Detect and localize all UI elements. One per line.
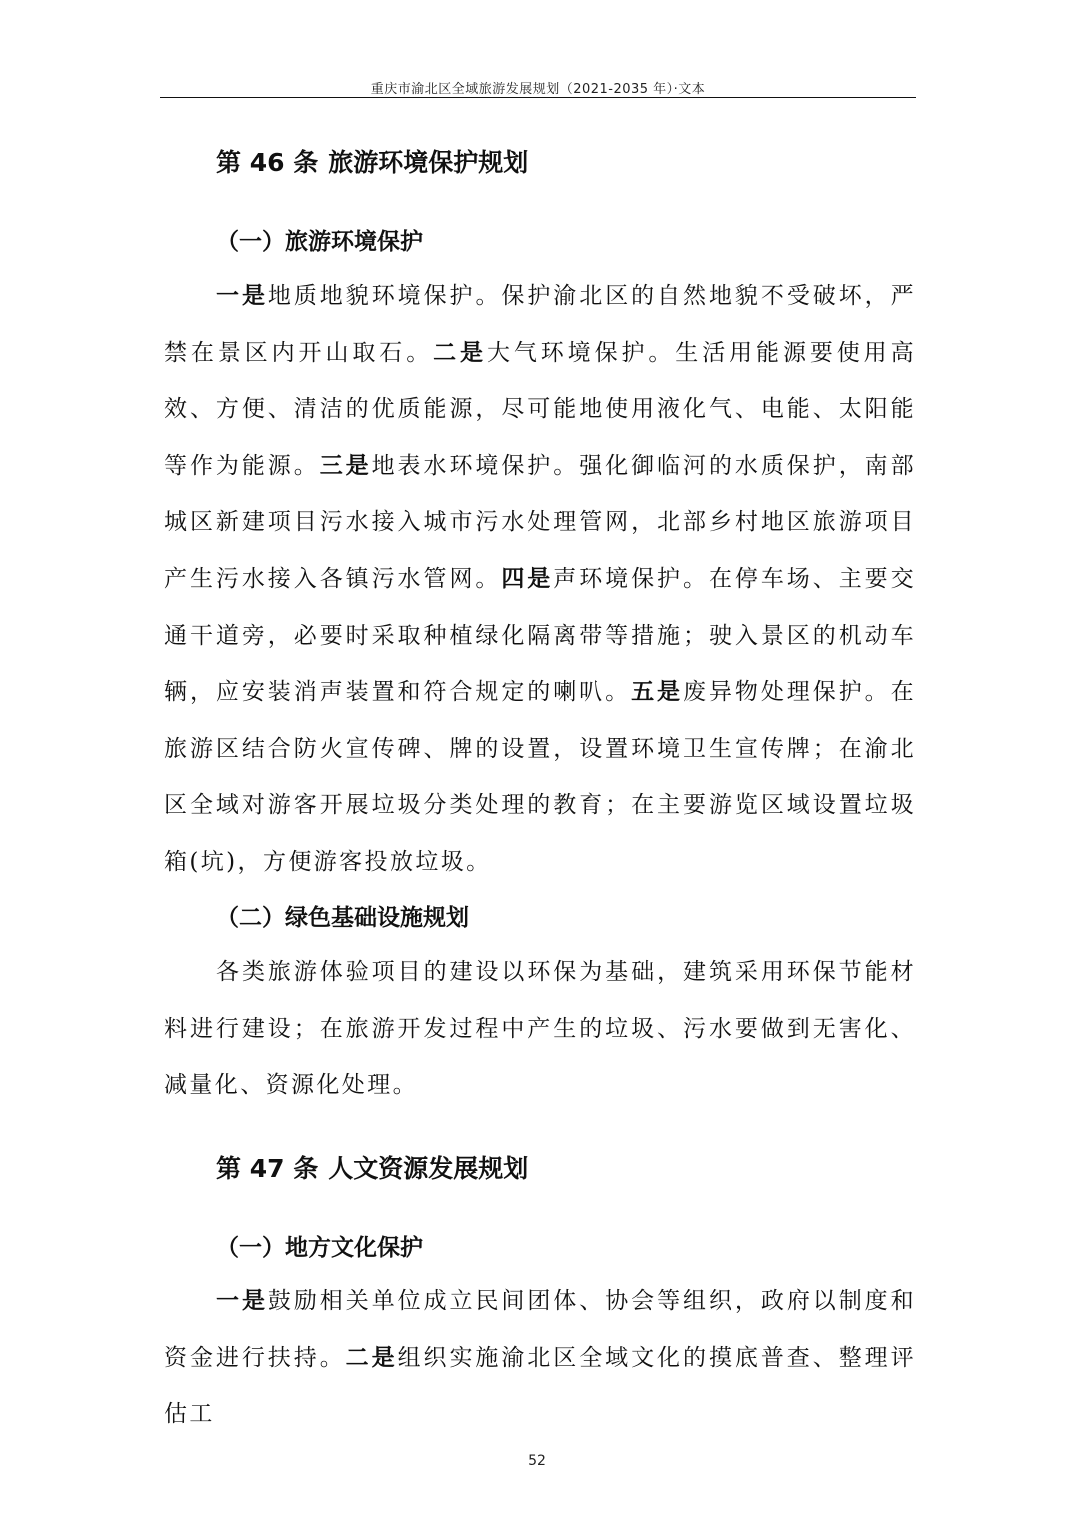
point-2-text: 大气环境保护。生活用能源要使用高效、方便、清洁的优质能源，尽可能地使用液化气、电能、太阳能等作为能源。 [164, 339, 916, 479]
point-3-text: 地表水环境保护。强化御临河的水质保护，南部城区新建项目污水接入城市污水处理管网，北部乡村地区旅游项目产生污水接入各镇污水管网。 [164, 452, 916, 592]
point-1-text: 鼓励相关单位成立民间团体、协会等组织，政府以制度和资金进行扶持。 [164, 1288, 917, 1371]
article-46-heading [216, 143, 528, 179]
page-number: 52 [528, 1453, 546, 1469]
article-47-heading [216, 1149, 528, 1185]
article-46-section-2-paragraph: 各类旅游体验项目的建设以环保为基础，建筑采用环保节能材料进行建设；在旅游开发过程中产生的垃圾、污水要做到无害化、减量化、资源化处理。 [164, 959, 916, 1099]
article-47-number: 第 47 条 [216, 1154, 319, 1183]
point-1-label: 一是 [216, 1288, 268, 1314]
point-2-text: 组织实施渝北区全域文化的摸底普查、整理评估工 [164, 1344, 916, 1428]
article-46-section-1-heading: （一）旅游环境保护 [216, 229, 423, 255]
point-1-label: 一是 [216, 283, 268, 309]
point-4-label: 四是 [501, 565, 554, 592]
article-46-number: 第 46 条 [216, 148, 319, 177]
article-47-section-1-heading: （一）地方文化保护 [216, 1235, 423, 1261]
point-2-label: 二是 [433, 339, 487, 366]
point-5-label: 五是 [631, 679, 683, 706]
point-5-text: 废异物处理保护。在旅游区结合防火宣传碑、牌的设置，设置环境卫生宣传牌；在渝北区全域对游客开展垃圾分类处理的教育；在主要游览区域设置垃圾箱(坑)，方便游客投放垃圾。 [164, 679, 916, 875]
point-3-label: 三是 [319, 452, 372, 479]
point-4-text: 声环境保护。在停车场、主要交通干道旁，必要时采取种植绿化隔离带等措施；驶入景区的机动车辆，应安装消声装置和符合规定的喇叭。 [164, 565, 916, 706]
article-46-title: 旅游环境保护规划 [328, 148, 529, 177]
point-2-label: 二是 [345, 1344, 398, 1371]
point-1-text: 地质地貌环境保护。保护渝北区的自然地貌不受破坏，严禁在景区内开山取石。 [164, 283, 917, 366]
article-46-section-1-paragraph [164, 268, 916, 891]
article-46-section-2-heading: （二）绿色基础设施规划 [216, 905, 469, 931]
running-header: 重庆市渝北区全域旅游发展规划（2021-2035 年）·文本 [370, 82, 706, 97]
article-47-title: 人文资源发展规划 [328, 1154, 529, 1183]
article-47-section-1-paragraph [164, 1273, 916, 1443]
